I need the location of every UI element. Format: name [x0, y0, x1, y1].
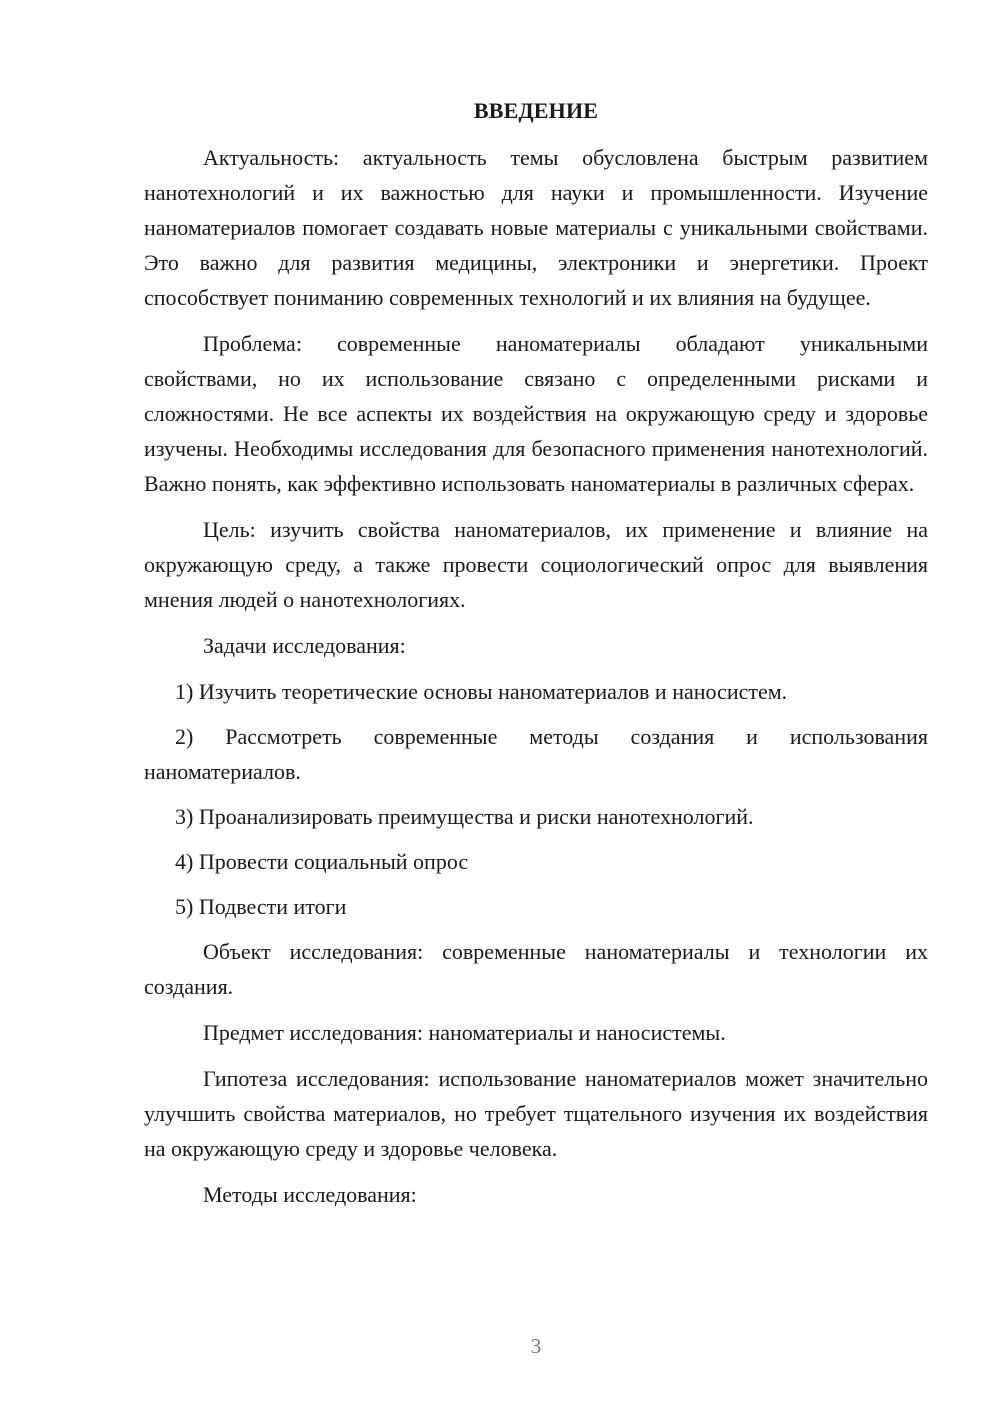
- task-item-2: 2) Рассмотреть современные методы создания и использования наноматериалов.: [144, 724, 928, 784]
- paragraph-problem: Проблема: современные наноматериалы обладают уникальными свойствами, но их использование связано с определенными рисками и сложностями. Не все аспекты их воздействия на окружающую среду и здоровье изучены. Необходимы исследования для безопасного применения нанотехнологий. Важно понять, как эффективно использовать наноматериалы в различных сферах.: [144, 331, 928, 496]
- paragraph-goal: Цель: изучить свойства наноматериалов, их применение и влияние на окружающую среду, а также провести социологический опрос для выявления мнения людей о нанотехнологиях.: [144, 517, 928, 612]
- task-item-1: 1) Изучить теоретические основы наноматериалов и наносистем.: [175, 679, 788, 704]
- paragraph-methods: Методы исследования:: [203, 1182, 417, 1207]
- task-item-3: 3) Проанализировать преимущества и риски нанотехнологий.: [175, 804, 754, 829]
- task-item-5: 5) Подвести итоги: [175, 894, 347, 919]
- paragraph-object: Объект исследования: современные наноматериалы и технологии их создания.: [144, 939, 928, 999]
- page-content: [144, 96, 928, 1223]
- paragraph-hypothesis: Гипотеза исследования: использование наноматериалов может значительно улучшить свойства материалов, но требует тщательного изучения их воздействия на окружающую среду и здоровье человека.: [144, 1066, 928, 1161]
- page-number: 3: [530, 1334, 542, 1358]
- paragraph-tasks-heading: Задачи исследования:: [203, 633, 406, 658]
- section-title: ВВЕДЕНИЕ: [473, 98, 599, 123]
- paragraph-relevance: Актуальность: актуальность темы обусловлена быстрым развитием нанотехнологий и их важностью для науки и промышленности. Изучение наноматериалов помогает создавать новые материалы с уникальными свойствами. Это важно для развития медицины, электроники и энергетики. Проект способствует пониманию современных технологий и их влияния на будущее.: [144, 145, 928, 310]
- task-item-4: 4) Провести социальный опрос: [175, 849, 469, 874]
- paragraph-subject: Предмет исследования: наноматериалы и наносистемы.: [203, 1020, 726, 1045]
